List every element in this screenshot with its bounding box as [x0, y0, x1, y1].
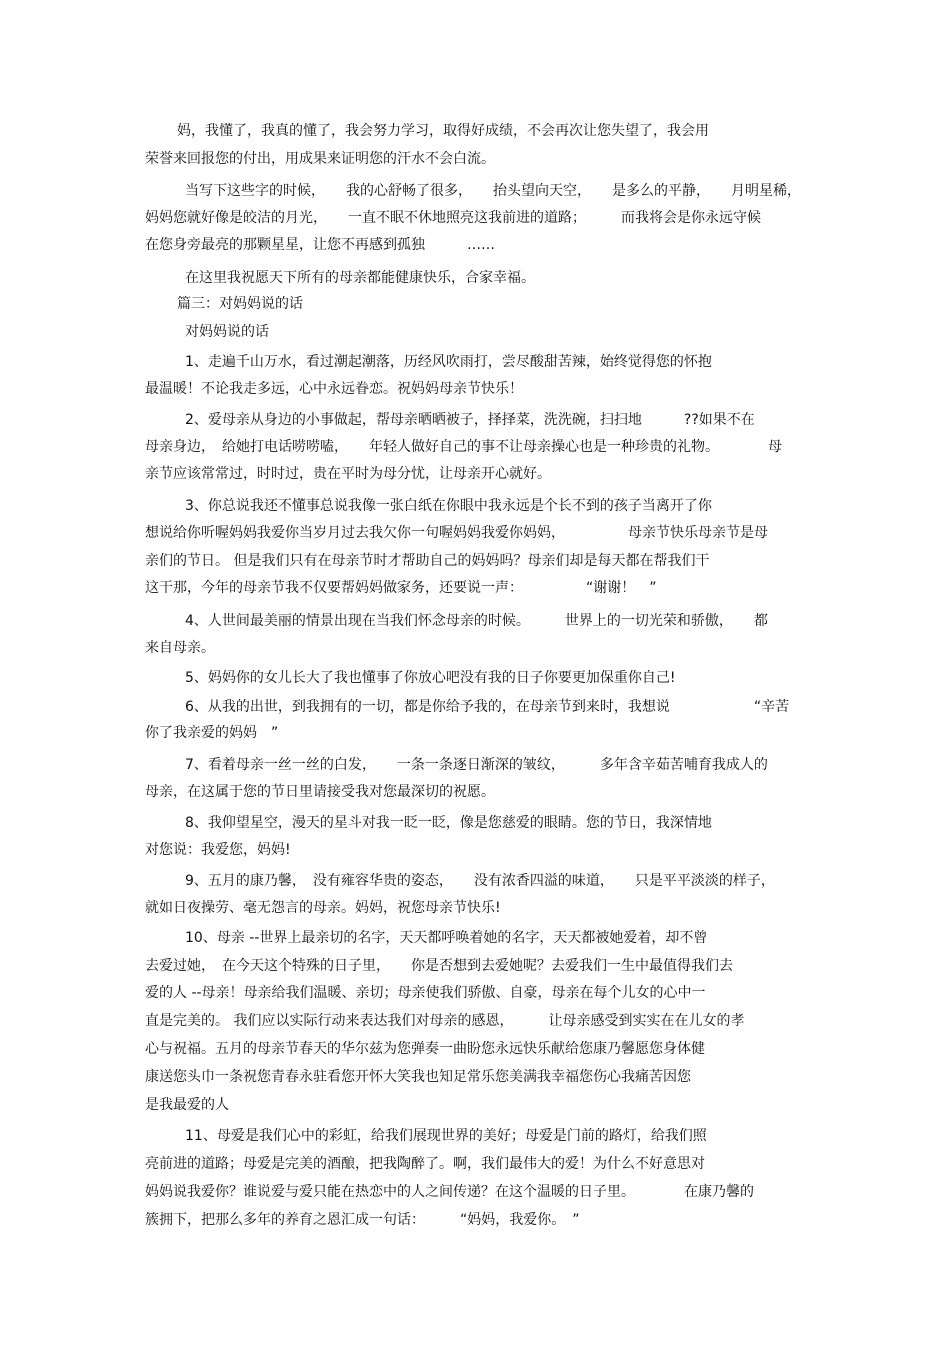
text-line: 妈妈说我爱你？谁说爱与爱只能在热恋中的人之间传递？在这个温暖的日子里。 在康乃馨的	[145, 1184, 754, 1200]
text-line: 对您说：我爱您，妈妈!	[145, 842, 291, 858]
text-line: 心与祝福。五月的母亲节春天的华尔兹为您弹奏一曲盼您永远快乐献给您康乃馨愿您身体健	[145, 1041, 705, 1057]
text-line: 3、你总说我还不懂事总说我像一张白纸在你眼中我永远是个长不到的孩子当离开了你	[185, 498, 712, 514]
text-line: 直是完美的。 我们应以实际行动来表达我们对母亲的感恩， 让母亲感受到实实在在儿女的孝	[145, 1013, 745, 1029]
text-line: 荣誉来回报您的付出，用成果来证明您的汗水不会白流。	[145, 151, 495, 167]
text-line: 亲们的节日。 但是我们只有在母亲节时才帮助自己的妈妈吗？母亲们却是每天都在帮我们干	[145, 553, 710, 569]
text-line: 母亲身边， 给她打电话唠唠嗑， 年轻人做好自己的事不让母亲操心也是一种珍贵的礼物。 母	[145, 439, 782, 455]
text-line: 4、人世间最美丽的情景出现在当我们怀念母亲的时候。 世界上的一切光荣和骄傲， 都	[185, 613, 768, 629]
text-line: 康送您头巾一条祝您青春永驻看您开怀大笑我也知足常乐您美满我幸福您伤心我痛苦因您	[145, 1069, 691, 1085]
text-line: 想说给你听喔妈妈我爱你当岁月过去我欠你一句喔妈妈我爱你妈妈， 母亲节快乐母亲节是母	[145, 525, 768, 541]
text-line: 当写下这些字的时候， 我的心舒畅了很多， 抬头望向天空， 是多么的平静， 月明星稀，	[185, 183, 801, 199]
text-line: 来自母亲。	[145, 640, 215, 656]
text-line: 去爱过她， 在今天这个特殊的日子里， 你是否想到去爱她呢？去爱我们一生中最值得我们去	[145, 958, 733, 974]
text-line: 6、从我的出世，到我拥有的一切，都是你给予我的，在母亲节到来时，我想说 “辛苦	[185, 699, 790, 715]
text-line: 妈，我懂了，我真的懂了，我会努力学习，取得好成绩，不会再次让您失望了，我会用	[177, 123, 709, 139]
text-line: 9、五月的康乃馨， 没有雍容华贵的姿态， 没有浓香四溢的味道， 只是平平淡淡的样子，	[185, 873, 775, 889]
text-line: 这干那，今年的母亲节我不仅要帮妈妈做家务，还要说一声： “谢谢！ ”	[145, 580, 657, 596]
text-line: 亮前进的道路；母爱是完美的酒酿，把我陶醉了。啊，我们最伟大的爱！为什么不好意思对	[145, 1156, 705, 1172]
text-line: 亲节应该常常过，时时过，贵在平时为母分忧，让母亲开心就好。	[145, 466, 551, 482]
text-line: 5、妈妈你的女儿长大了我也懂事了你放心吧没有我的日子你要更加保重你自己!	[185, 670, 676, 686]
text-line: 就如日夜操劳、毫无怨言的母亲。妈妈，祝您母亲节快乐!	[145, 900, 501, 916]
text-line: 在这里我祝愿天下所有的母亲都能健康快乐，合家幸福。	[185, 270, 535, 286]
text-line: 妈妈您就好像是皎洁的月光， 一直不眠不休地照亮这我前进的道路； 而我将会是你永远守候	[145, 210, 761, 226]
text-line: 1、走遍千山万水，看过潮起潮落，历经风吹雨打，尝尽酸甜苦辣，始终觉得您的怀抱	[185, 354, 712, 370]
text-line: 2、爱母亲从身边的小事做起，帮母亲晒晒被子，择择菜，洗洗碗，扫扫地 ??如果不在	[185, 412, 755, 428]
text-line: 簇拥下，把那么多年的养育之恩汇成一句话： “妈妈，我爱你。 ”	[145, 1212, 580, 1228]
text-line: 11、母爱是我们心中的彩虹，给我们展现世界的美好；母爱是门前的路灯，给我们照	[185, 1128, 707, 1144]
text-line: 母亲，在这属于您的节日里请接受我对您最深切的祝愿。	[145, 784, 495, 800]
text-line: 爱的人 --母亲！母亲给我们温暖、亲切；母亲使我们骄傲、自豪，母亲在每个儿女的心中一	[145, 985, 706, 1001]
text-line: 8、我仰望星空，漫天的星斗对我一眨一眨，像是您慈爱的眼睛。您的节日，我深情地	[185, 815, 712, 831]
text-line: 你了我亲爱的妈妈 ”	[145, 725, 279, 741]
subheading: 对妈妈说的话	[185, 324, 269, 340]
text-line: 在您身旁最亮的那颗星星，让您不再感到孤独 ……	[145, 237, 495, 253]
text-line: 是我最爱的人	[145, 1097, 229, 1113]
text-line: 10、母亲 --世界上最亲切的名字，天天都呼唤着她的名字，天天都被她爱着，却不曾	[185, 930, 708, 946]
text-line: 最温暖！不论我走多远，心中永远眷恋。祝妈妈母亲节快乐！	[145, 381, 523, 397]
section-heading: 篇三：对妈妈说的话	[177, 296, 303, 312]
text-line: 7、看着母亲一丝一丝的白发， 一条一条逐日渐深的皱纹， 多年含辛茹苦哺育我成人的	[185, 757, 768, 773]
